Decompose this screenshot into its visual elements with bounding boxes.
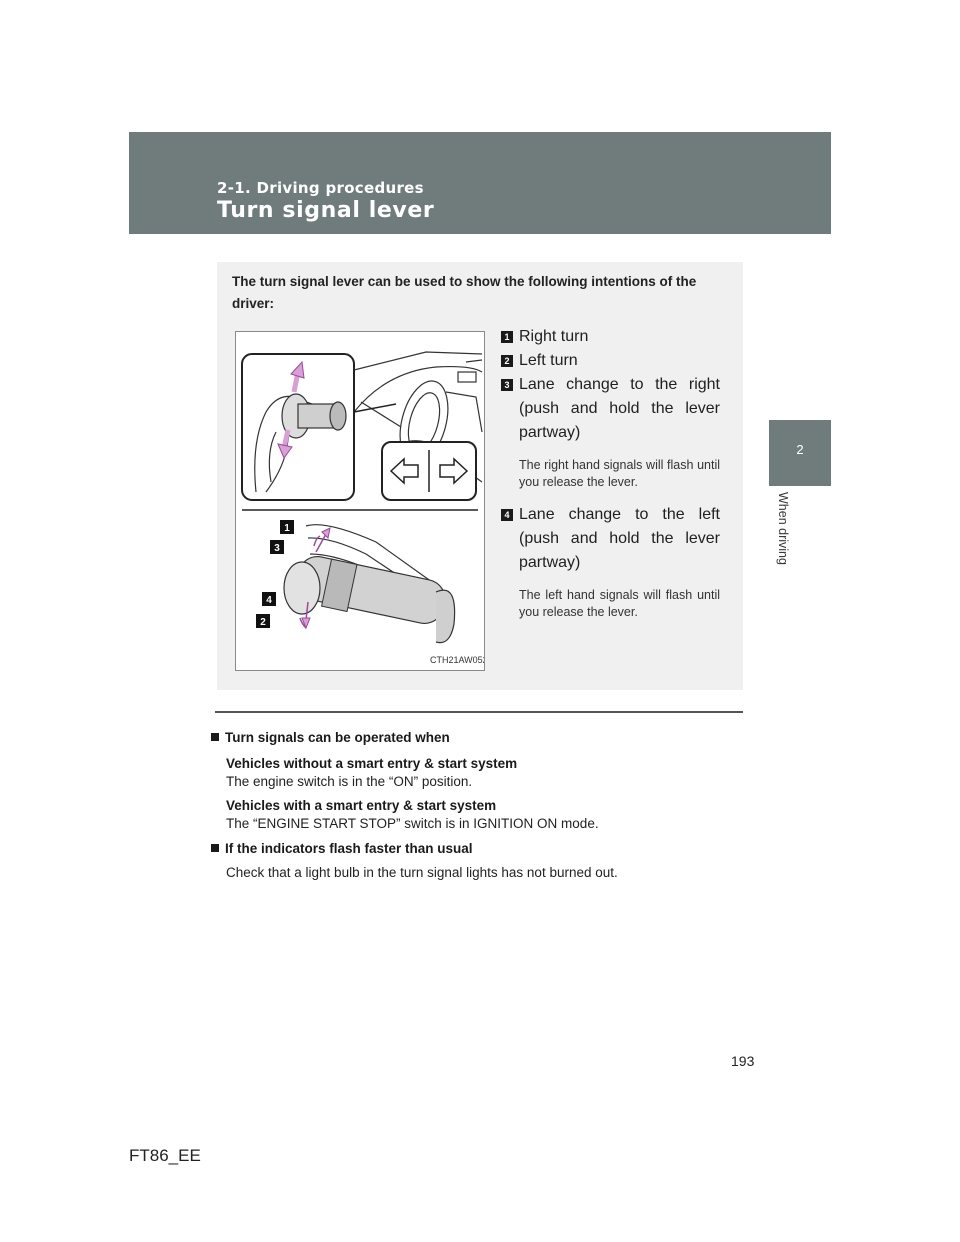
notes-section bbox=[211, 728, 751, 882]
svg-text:2: 2 bbox=[260, 617, 266, 628]
list-item bbox=[496, 503, 720, 621]
item-label: Left turn bbox=[519, 352, 578, 369]
square-bullet-icon bbox=[211, 733, 219, 741]
note-heading-text: Turn signals can be operated when bbox=[225, 730, 450, 745]
square-bullet-icon bbox=[211, 844, 219, 852]
svg-text:1: 1 bbox=[284, 523, 290, 534]
item-label: Lane change to the right (push and hold the lever partway) bbox=[519, 376, 720, 441]
item-note: The left hand signals will flash until you release the lever. bbox=[519, 588, 720, 619]
chapter-tab[interactable] bbox=[769, 420, 831, 486]
note-heading-text: If the indicators flash faster than usual bbox=[225, 841, 473, 856]
note-text: The engine switch is in the “ON” position. bbox=[226, 774, 473, 789]
note-subheading: Vehicles with a smart entry & start system bbox=[226, 798, 497, 813]
figure-code: CTH21AW052 bbox=[430, 655, 484, 665]
lever-diagram bbox=[236, 332, 484, 670]
list-item bbox=[496, 349, 720, 373]
chapter-number: 2 bbox=[796, 442, 804, 457]
svg-text:4: 4 bbox=[266, 595, 272, 606]
note-text: Check that a light bulb in the turn signal lights has not burned out. bbox=[226, 865, 618, 880]
turn-signal-illustration bbox=[235, 331, 485, 671]
section-divider bbox=[215, 711, 743, 713]
intention-list bbox=[496, 325, 720, 621]
header-band bbox=[129, 132, 831, 234]
note-heading bbox=[211, 839, 751, 859]
intro-text: The turn signal lever can be used to show the following intentions of the driver: bbox=[232, 274, 697, 311]
note-text: The “ENGINE START STOP” switch is in IGNITION ON mode. bbox=[226, 816, 599, 831]
list-item bbox=[496, 325, 720, 349]
chapter-title: When driving bbox=[776, 492, 790, 565]
item-note: The right hand signals will flash until you release the lever. bbox=[519, 458, 720, 489]
callout-2 bbox=[256, 614, 270, 628]
content-box bbox=[217, 262, 743, 690]
callout-3 bbox=[270, 540, 284, 554]
item-number-badge: 4 bbox=[501, 509, 513, 521]
document-code: FT86_EE bbox=[129, 1146, 201, 1165]
item-number-badge: 1 bbox=[501, 331, 513, 343]
item-label: Right turn bbox=[519, 328, 589, 345]
page-number: 193 bbox=[731, 1053, 755, 1069]
note-subheading: Vehicles without a smart entry & start system bbox=[226, 756, 518, 771]
svg-text:3: 3 bbox=[274, 543, 280, 554]
item-number-badge: 2 bbox=[501, 355, 513, 367]
item-label: Lane change to the left (push and hold the lever partway) bbox=[519, 506, 720, 571]
callout-4 bbox=[262, 592, 276, 606]
page-title: Turn signal lever bbox=[217, 198, 435, 223]
list-item bbox=[496, 373, 720, 491]
item-number-badge: 3 bbox=[501, 379, 513, 391]
chapter-caption bbox=[776, 492, 796, 582]
callout-1 bbox=[280, 520, 294, 534]
note-heading bbox=[211, 728, 751, 748]
section-label: 2-1. Driving procedures bbox=[217, 179, 424, 197]
